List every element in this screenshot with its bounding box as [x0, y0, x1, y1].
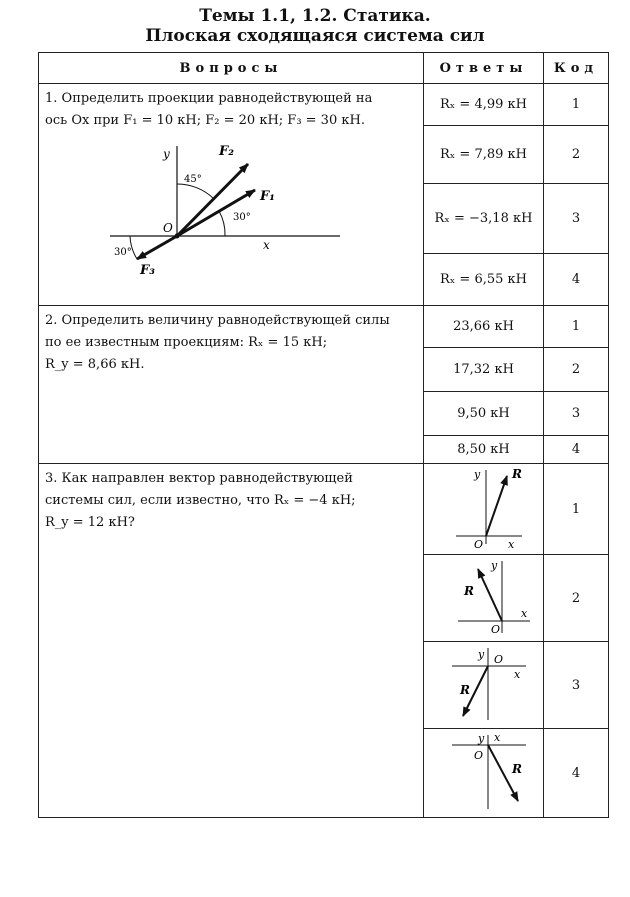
q2-answer-2[interactable]: 17,32 кН: [424, 348, 544, 392]
label-o: O: [493, 653, 503, 666]
label-x: x: [507, 538, 514, 550]
label-f2: F₂: [219, 144, 234, 159]
column-header-questions: Вопросы: [39, 53, 424, 84]
q3-code-1: 1: [544, 464, 609, 555]
q2-answer-1[interactable]: 23,66 кН: [424, 306, 544, 348]
angle-arc-45: [177, 184, 214, 199]
q1-answer-1[interactable]: Rₓ = 4,99 кН: [424, 84, 544, 126]
label-r: R: [511, 762, 522, 776]
q3-answer-3[interactable]: [424, 642, 544, 729]
label-angle-45: 45°: [184, 174, 202, 185]
label-o: O: [490, 623, 500, 636]
label-f3: F₃: [140, 263, 155, 278]
label-x: x: [493, 731, 500, 744]
q3-answer-1[interactable]: [424, 464, 544, 555]
question-3-line-3: R_y = 12 кН?: [45, 515, 135, 530]
label-x: x: [263, 238, 270, 252]
vector-r: [486, 476, 507, 536]
table-header-row: [39, 53, 609, 84]
column-header-code: Код: [544, 53, 609, 84]
table-row: [39, 464, 609, 555]
q1-answer-4[interactable]: Rₓ = 6,55 кН: [424, 254, 544, 306]
label-y: y: [477, 732, 484, 745]
label-o: O: [473, 749, 483, 762]
q2-code-4: 4: [544, 436, 609, 464]
q2-answer-3[interactable]: 9,50 кН: [424, 392, 544, 436]
vector-sketch-4: [434, 729, 534, 813]
q2-code-2: 2: [544, 348, 609, 392]
q3-code-2: 2: [544, 555, 609, 642]
label-y: y: [490, 559, 497, 572]
table-row: [39, 84, 609, 126]
vector-f3: [137, 236, 177, 259]
q2-answer-4[interactable]: 8,50 кН: [424, 436, 544, 464]
origin-point: [175, 234, 180, 239]
question-3-line-1: 3. Как направлен вектор равнодействующей: [45, 471, 353, 486]
label-y: y: [473, 468, 480, 481]
q1-code-3: 3: [544, 184, 609, 254]
label-r: R: [511, 467, 522, 481]
label-angle-30-right: 30°: [233, 212, 251, 223]
q3-code-3: 3: [544, 642, 609, 729]
question-2-line-1: 2. Определить величину равнодействующей силы: [45, 313, 390, 328]
question-2-line-2: по ее известным проекциям: Rₓ = 15 кН;: [45, 335, 328, 350]
question-1-line-2: ось Ox при F₁ = 10 кН; F₂ = 20 кН; F₃ = 30 кН.: [45, 113, 365, 128]
q1-code-4: 4: [544, 254, 609, 306]
label-r: R: [459, 683, 470, 697]
label-y: y: [477, 648, 484, 661]
vector-r: [478, 569, 502, 621]
q3-answer-4[interactable]: [424, 729, 544, 818]
force-diagram: [100, 138, 400, 288]
q2-code-1: 1: [544, 306, 609, 348]
label-o: O: [473, 538, 483, 550]
question-2-line-3: R_y = 8,66 кН.: [45, 357, 145, 372]
label-angle-30-left: 30°: [114, 247, 132, 258]
label-o: O: [163, 221, 173, 235]
vector-sketch-1: [434, 464, 534, 550]
q3-answer-2[interactable]: [424, 555, 544, 642]
label-x: x: [520, 607, 527, 620]
q2-code-3: 3: [544, 392, 609, 436]
vector-sketch-2: [434, 555, 534, 637]
table-row: [39, 306, 609, 348]
q1-code-2: 2: [544, 126, 609, 184]
label-r: R: [463, 584, 474, 598]
label-y: y: [163, 147, 170, 161]
q1-answer-3[interactable]: Rₓ = −3,18 кН: [424, 184, 544, 254]
question-1: [39, 84, 424, 306]
label-f1: F₁: [260, 189, 275, 204]
column-header-answers: Ответы: [424, 53, 544, 84]
q1-code-1: 1: [544, 84, 609, 126]
q3-code-4: 4: [544, 729, 609, 818]
questions-table: [38, 52, 609, 818]
question-3: [39, 464, 424, 818]
vector-sketch-3: [434, 642, 534, 724]
title-line-2: Плоская сходящаяся система сил: [145, 26, 485, 46]
question-3-line-2: системы сил, если известно, что Rₓ = −4 кН;: [45, 493, 356, 508]
title-line-1: Темы 1.1, 1.2. Статика.: [199, 6, 431, 26]
angle-arc-30-right: [219, 211, 225, 236]
q1-answer-2[interactable]: Rₓ = 7,89 кН: [424, 126, 544, 184]
label-x: x: [513, 668, 520, 681]
question-2: [39, 306, 424, 464]
question-1-line-1: 1. Определить проекции равнодействующей на: [45, 91, 373, 106]
